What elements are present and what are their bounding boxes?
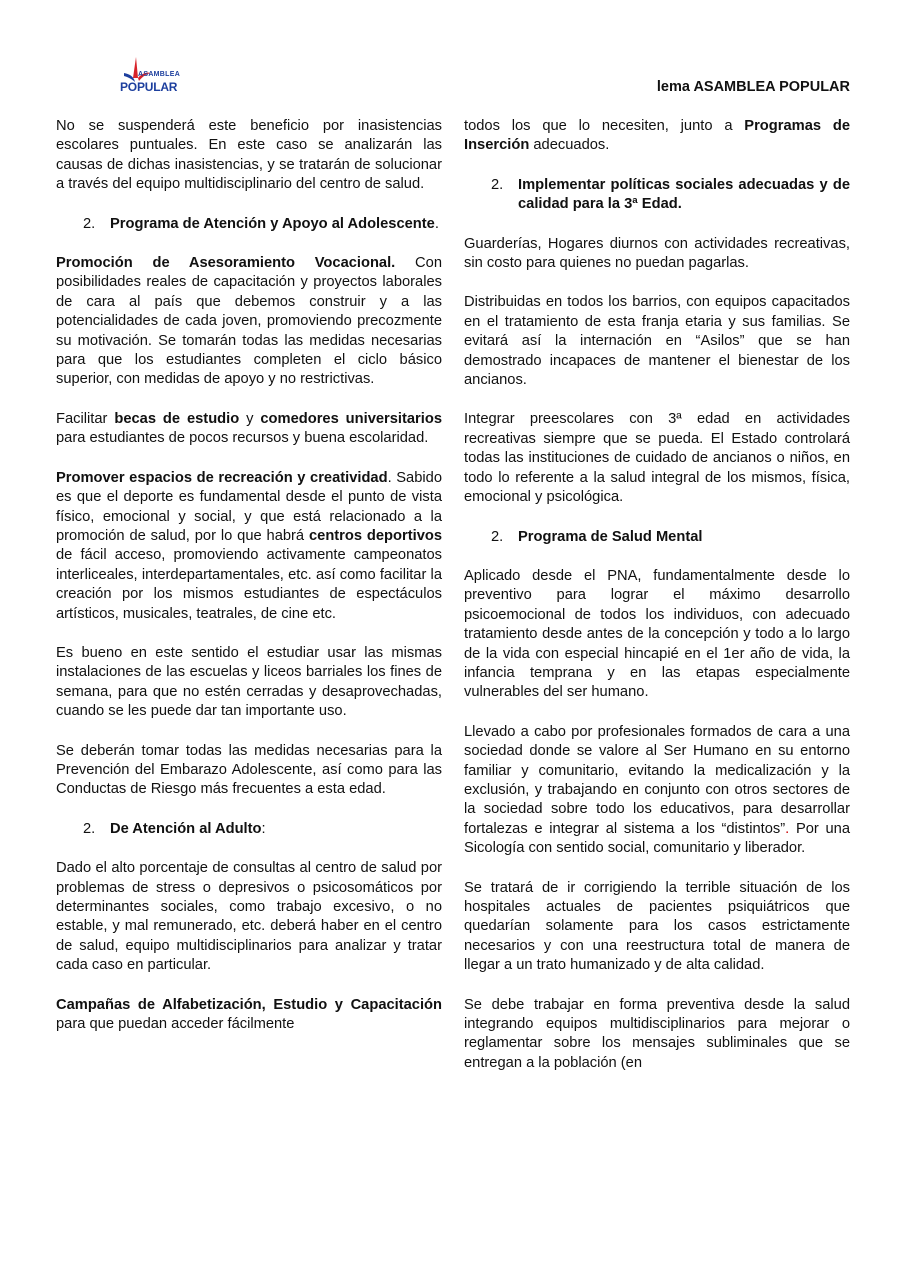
logo-text-top: ASAMBLEA [138, 71, 181, 78]
bold-lead: Promover espacios de recreación y creatividad [56, 469, 388, 486]
paragraph-text: para que puedan acceder fácilmente [56, 1016, 295, 1033]
section-heading: Programa de Salud Mental [518, 528, 703, 545]
asamblea-popular-logo [118, 56, 188, 98]
section-heading: Programa de Atención y Apoyo al Adolescente [110, 215, 435, 232]
paragraph: Es bueno en este sentido el estudiar usar las mismas instalaciones de las escuelas y liceos barriales los fines de semana, para que no estén cerradas y desaprovechadas, cuando se les puede dar tan importante uso. [56, 644, 442, 720]
paragraph: Guarderías, Hogares diurnos con actividades recreativas, sin costo para quienes no puedan pagarlas. [464, 235, 850, 272]
list-item [56, 215, 442, 234]
bold-lead: Promoción de Asesoramiento Vocacional. [56, 255, 396, 272]
list-number: 2. [491, 176, 504, 193]
paragraph: Aplicado desde el PNA, fundamentalmente desde lo preventivo para lograr el máximo desarrollo psicoemocional de todos los individuos, con adecuado tratamiento desde antes de la concepción y todo a lo largo de la vida con especial hincapié en el 1er año de vida, la infancia temprana y en las etapas especialmente vulnerables del ser humano. [464, 567, 850, 701]
list-item [56, 820, 442, 839]
heading-suffix: : [261, 820, 266, 837]
highlighted-punctuation: . [785, 820, 790, 837]
heading-suffix: . [434, 215, 439, 232]
paragraph: Se tratará de ir corrigiendo la terrible situación de los hospitales actuales de pacientes psiquiátricos que quedarían solamente para los casos estrictamente necesarios y con una reestructura total de manera de llegar a un trato humanizado y de alta calidad. [464, 879, 850, 974]
bold-term: becas de estudio [114, 410, 240, 427]
list-number: 2. [83, 215, 96, 232]
list-number: 2. [491, 528, 504, 545]
logo-text-bottom: POPULAR [120, 80, 178, 94]
list-item [464, 176, 850, 215]
paragraph-text: . Sabido es que el deporte es fundamental desde el punto de vista físico, emocional y social, y que está relacionado a la promoción de salud, por lo que habrá [56, 469, 442, 544]
bold-lead: Campañas de Alfabetización, Estudio y Capacitación [56, 996, 442, 1013]
paragraph: Se debe trabajar en forma preventiva desde la salud integrando equipos multidisciplinarios para mejorar o reglamentar sobre los mensajes subliminales que se entregan a la población (en [464, 996, 850, 1071]
section-heading: De Atención al Adulto [110, 820, 262, 837]
section-heading: Implementar políticas sociales adecuadas y de calidad para la 3ª Edad. [518, 176, 850, 213]
paragraph [56, 254, 442, 390]
paragraph-text: y [239, 410, 261, 427]
paragraph-text: de fácil acceso, promoviendo activamente campeonatos interliceales, interdepartamentales, etc. así como facilitar la creación por los mismos estudiantes de espectáculos artísticos, musicales, teatrales, de cine etc. [56, 547, 442, 622]
paragraph-text: Llevado a cabo por profesionales formados de cara a una sociedad donde se valore al Ser Humano en su entorno familiar y comunitario, evitando la medicalización y la exclusión, y trabajando en conjunto con otros sectores de la sociedad sobre todo los educativos, para desarrollar fortalezas e integrar al sistema a los “distintos” [464, 723, 850, 837]
paragraph-text: Con posibilidades reales de capacitación y proyectos laborales de cara al país que debemos construir y a las potencialidades de cada joven, promoviendo precozmente su motivación. Se tomarán todas las medidas necesarias para que los estudiantes completen el ciclo básico superior, con medidas de apoyo y no restrictivas. [56, 255, 442, 388]
paragraph [464, 723, 850, 859]
paragraph-text: todos los que lo necesiten, junto a [464, 118, 745, 134]
paragraph-text: para estudiantes de pocos recursos y buena escolaridad. [56, 430, 429, 447]
paragraph [56, 469, 442, 624]
bold-term: comedores universitarios [260, 410, 442, 427]
bold-term: centros deportivos [308, 527, 442, 544]
paragraph: Dado el alto porcentaje de consultas al centro de salud por problemas de stress o depresivos o psicosomáticos por determinantes sociales, como trabajo excesivo, o no estable, y mal remunerado, etc. deberá haber en el centro de salud, equipo multidisciplinarios para analizar y tratar cada caso en particular. [56, 860, 442, 974]
paragraph [56, 410, 442, 449]
paragraph-text: Facilitar [56, 410, 115, 427]
right-column [464, 117, 850, 1093]
paragraph [56, 996, 442, 1035]
paragraph-text: adecuados. [529, 137, 610, 154]
paragraph: Distribuidas en todos los barrios, con equipos capacitados en el tratamiento de esta franja etaria y sus familias. Se evitará así la internación en “Asilos” que se han demostrado incapaces de mantener el bienestar de los ancianos. [464, 294, 850, 389]
paragraph: Integrar preescolares con 3ª edad en actividades recreativas siempre que se pueda. El Estado controlará todas las instituciones de cuidado de ancianos o niños, en todo lo referente a la salud integral de los mismos, física, emocional y psicológica. [464, 411, 850, 506]
paragraph: Se deberán tomar todas las medidas necesarias para la Prevención del Embarazo Adolescente, así como para las Conductas de Riesgo más frecuentes a esta edad. [56, 742, 442, 798]
paragraph [464, 117, 850, 156]
paragraph: No se suspenderá este beneficio por inasistencias escolares puntuales. En este caso se analizarán las causas de dichas inasistencias, y se tratarán de solucionar a través del equipo multidisciplinario del centro de salud. [56, 118, 442, 193]
list-number: 2. [83, 820, 96, 837]
page-header-title: lema ASAMBLEA POPULAR [656, 79, 850, 95]
paragraph-text: Por una Sicología con sentido social, comunitario y liberador. [464, 820, 850, 857]
bold-term: Programas de Inserción [464, 118, 850, 154]
left-column [56, 117, 442, 1054]
list-item [464, 528, 850, 547]
